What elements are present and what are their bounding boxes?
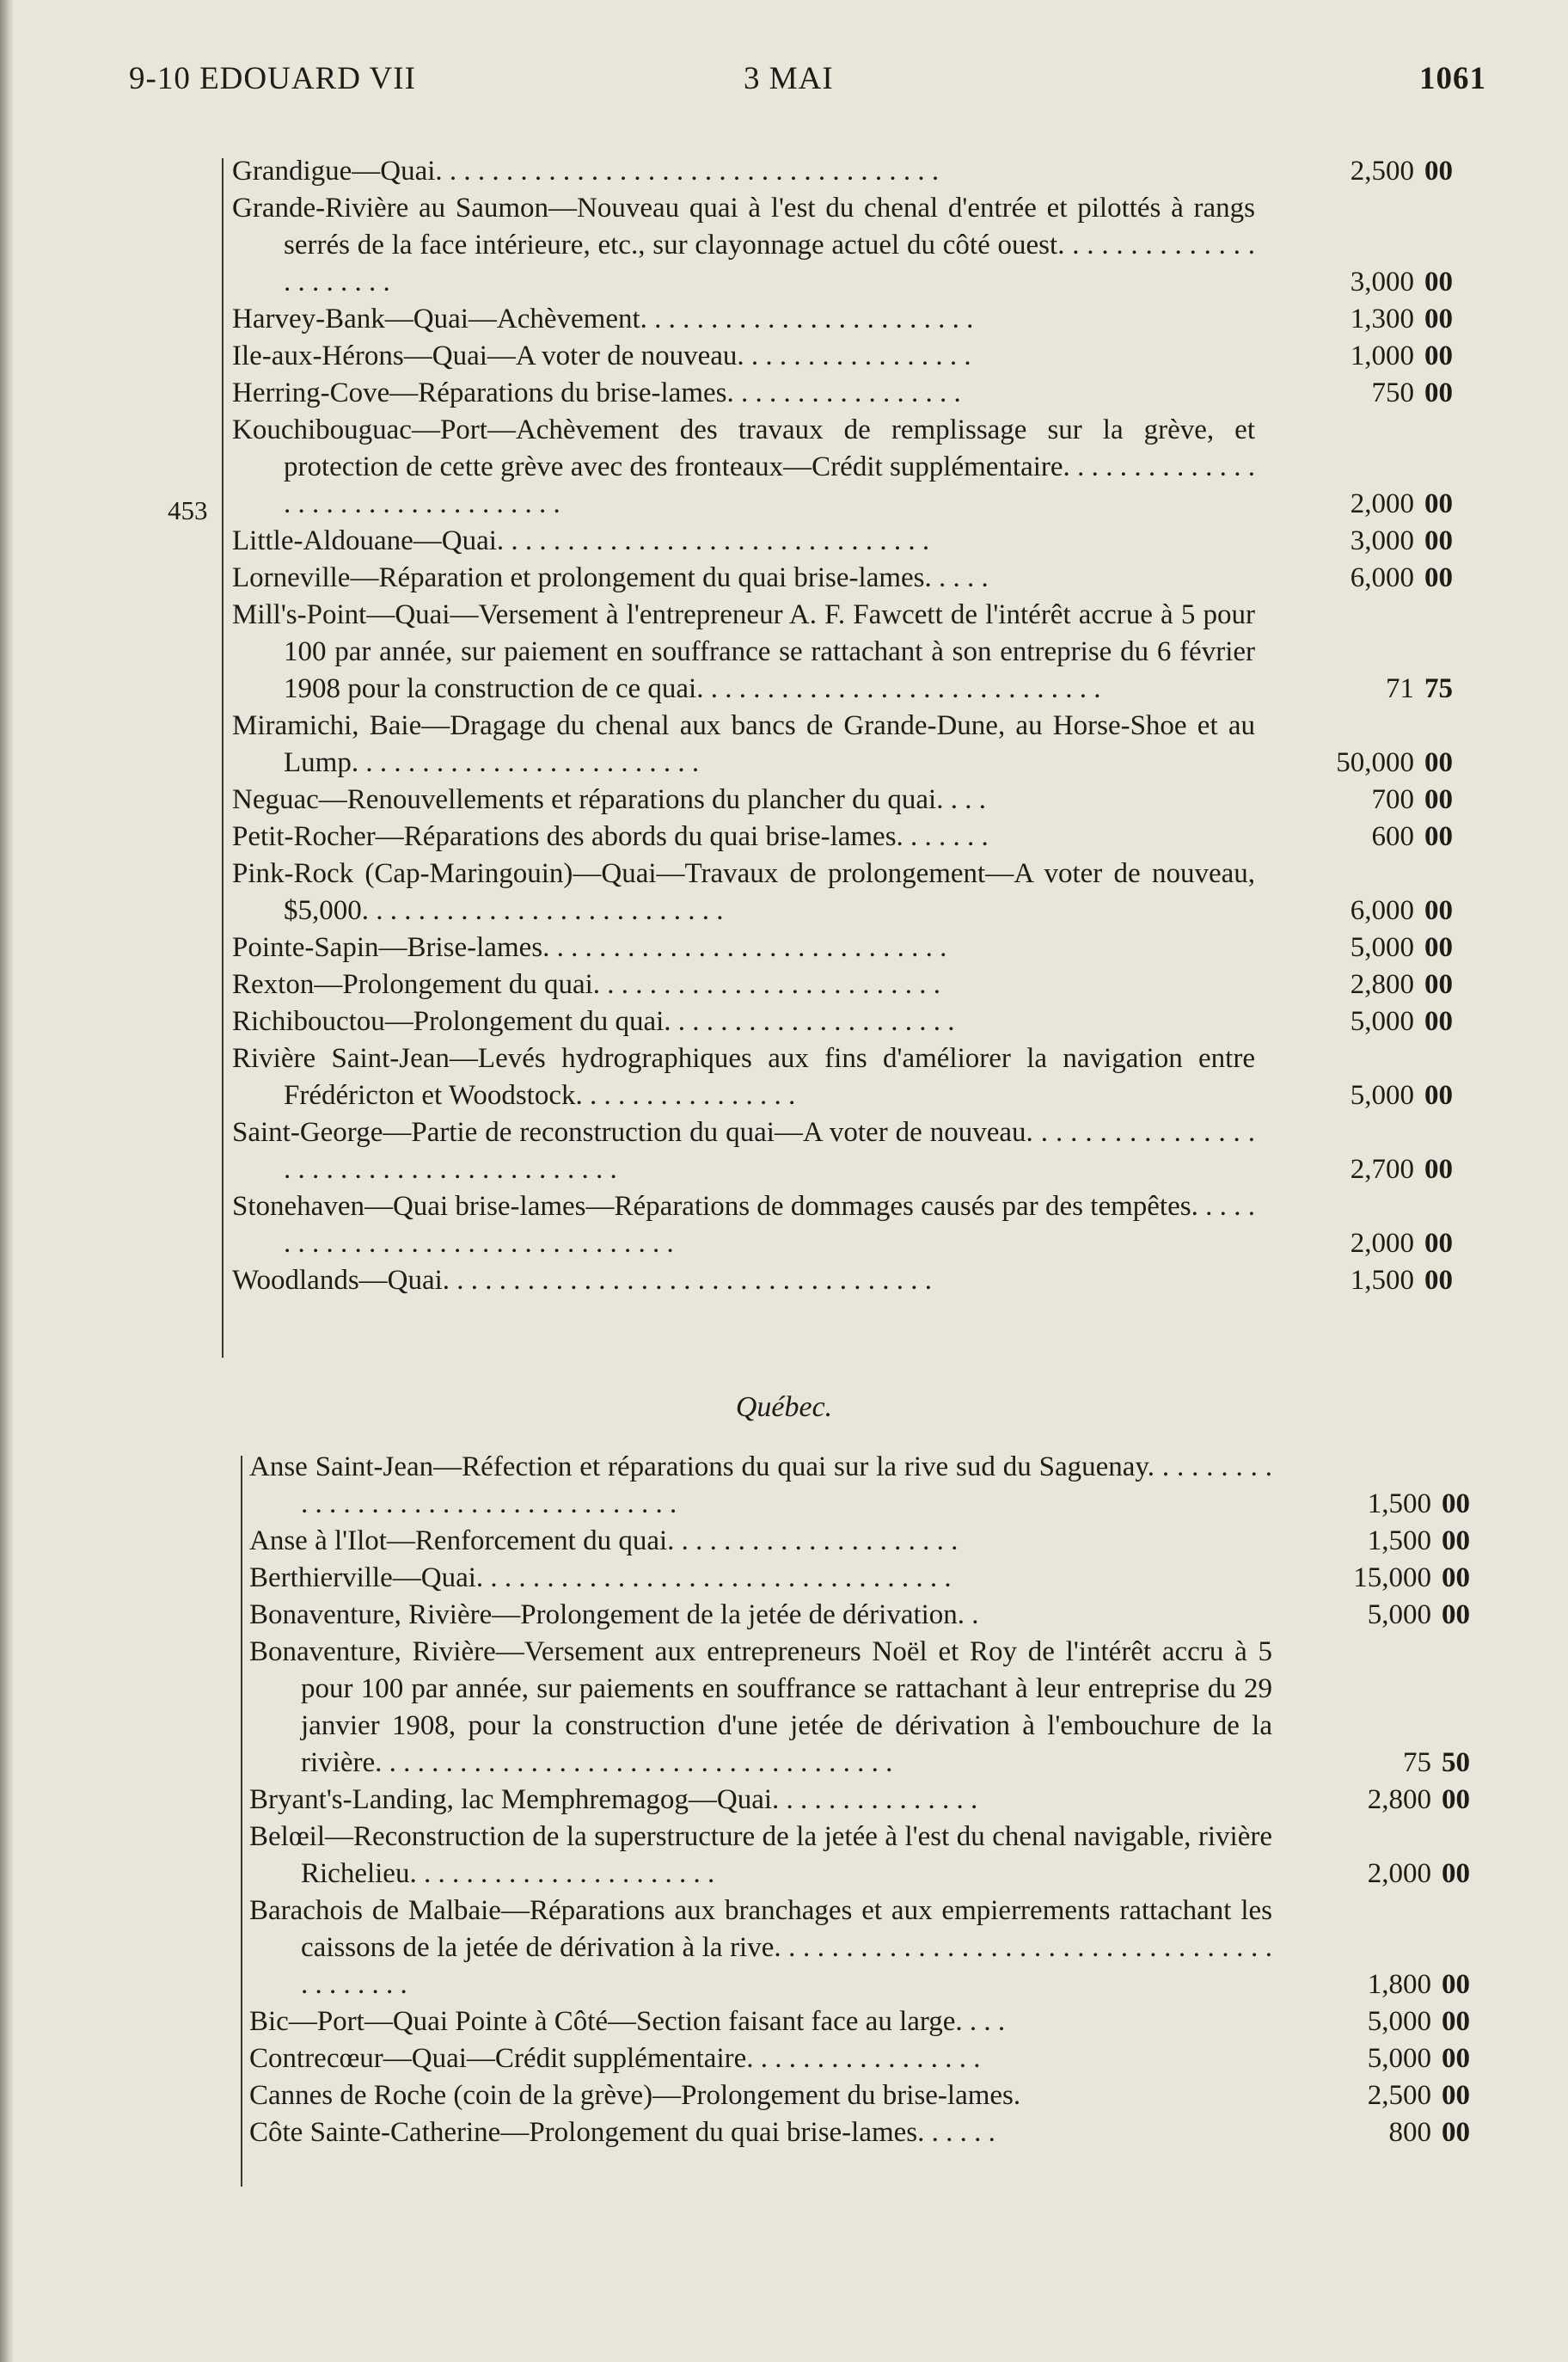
entry-amount: [1272, 1597, 1470, 1634]
entry-amount: [1272, 2003, 1470, 2040]
entry-amount: [1255, 782, 1453, 819]
entry-amount: [1255, 523, 1453, 560]
nb-estimates-section: [0, 153, 1568, 1299]
amount-dollars: 600: [1371, 821, 1414, 852]
entry-description: Petit-Rocher—Réparations des abords du quai brise-lames. . . . . . .: [232, 821, 989, 852]
entry-description: Ile-aux-Hérons—Quai—A voter de nouveau. . . . . . . . . . . . . . . . .: [232, 340, 971, 371]
estimate-entry: [232, 782, 1568, 819]
estimate-entry: [232, 338, 1568, 375]
amount-cents: 00: [1424, 895, 1453, 926]
amount-cents: 00: [1424, 784, 1453, 815]
estimate-entry: [232, 966, 1568, 1003]
amount-cents: 00: [1424, 1154, 1453, 1185]
amount-dollars: 71: [1386, 673, 1414, 704]
estimate-entry: [232, 301, 1568, 338]
amount-cents: 00: [1442, 2080, 1470, 2111]
entry-amount: [1255, 671, 1453, 708]
entry-description: Rexton—Prolongement du quai. . . . . . . . . . . . . . . . . . . . . . . . .: [232, 969, 941, 1000]
amount-cents: 00: [1442, 1784, 1470, 1815]
entry-description: Miramichi, Baie—Dragage du chenal aux bancs de Grande-Dune, au Horse-Shoe et au Lump. . . . . . . . . . . . . . . . . . . . . . . . .: [232, 710, 1255, 778]
amount-cents: 00: [1424, 156, 1453, 187]
amount-dollars: 15,000: [1353, 1562, 1431, 1593]
entry-amount: [1255, 1151, 1453, 1188]
entry-description: Richibouctou—Prolongement du quai. . . . . . . . . . . . . . . . . . . . .: [232, 1006, 955, 1037]
entry-description: Rivière Saint-Jean—Levés hydrographiques aux fins d'améliorer la navigation entre Frédéricton et Woodstock. . . . . . . . . . . . . . . .: [232, 1043, 1255, 1111]
amount-dollars: 1,500: [1367, 1488, 1431, 1519]
entry-amount: [1255, 1077, 1453, 1114]
page-header: [0, 60, 1568, 112]
amount-cents: 00: [1424, 377, 1453, 408]
entry-description: Anse à l'Ilot—Renforcement du quai. . . . . . . . . . . . . . . . . . . . .: [249, 1525, 959, 1556]
entry-description: Anse Saint-Jean—Réfection et réparations du quai sur la rive sud du Saguenay. . . . . . . . . . . . . . . . . . . . . . . . . . . . . . . . . . . .: [249, 1451, 1272, 1519]
entry-description: Côte Sainte-Catherine—Prolongement du quai brise-lames. . . . . .: [249, 2117, 995, 2148]
amount-cents: 00: [1424, 1228, 1453, 1259]
amount-cents: 00: [1424, 267, 1453, 298]
entry-description: Kouchibouguac—Port—Achèvement des travaux de remplissage sur la grève, et protection de cette grève avec des fronteaux—Crédit supplémentaire. . . . . . . . . . . . . . . . . . . . . . . . . . . . . . . . . .: [232, 414, 1255, 519]
estimate-entry: [232, 1188, 1568, 1262]
amount-cents: 00: [1424, 340, 1453, 371]
amount-dollars: 2,700: [1350, 1154, 1414, 1185]
quebec-estimates-section: [0, 1449, 1568, 2151]
amount-dollars: 700: [1371, 784, 1414, 815]
estimate-entry: [249, 2003, 1568, 2040]
amount-dollars: 3,000: [1350, 525, 1414, 556]
entry-description: Contrecœur—Quai—Crédit supplémentaire. . . . . . . . . . . . . . . . .: [249, 2043, 981, 2074]
entry-description: Neguac—Renouvellements et réparations du plancher du quai. . . .: [232, 784, 986, 815]
estimate-entry: [232, 523, 1568, 560]
entry-amount: [1272, 2077, 1470, 2114]
amount-dollars: 5,000: [1350, 932, 1414, 963]
entry-amount: [1255, 560, 1453, 597]
entry-description: Bonaventure, Rivière—Prolongement de la jetée de dérivation. .: [249, 1599, 979, 1630]
amount-dollars: 2,500: [1350, 156, 1414, 187]
estimate-entry: [232, 597, 1568, 708]
amount-dollars: 2,000: [1350, 1228, 1414, 1259]
entry-amount: [1272, 1856, 1470, 1893]
entry-description: Pointe-Sapin—Brise-lames. . . . . . . . . . . . . . . . . . . . . . . . . . . . .: [232, 932, 947, 963]
amount-cents: 00: [1424, 1080, 1453, 1111]
brace-line: [241, 1456, 242, 2187]
amount-cents: 00: [1442, 1969, 1470, 2000]
entry-amount: [1255, 893, 1453, 929]
estimate-entry: [232, 929, 1568, 966]
entry-amount: [1255, 1262, 1453, 1299]
amount-cents: 00: [1424, 1006, 1453, 1037]
estimate-entry: [249, 1523, 1568, 1560]
entry-amount: [1255, 966, 1453, 1003]
estimate-entry: [249, 2114, 1568, 2151]
nb-entries-list: [232, 153, 1568, 1299]
estimate-entry: [232, 708, 1568, 782]
entry-amount: [1272, 1523, 1470, 1560]
amount-cents: 00: [1442, 1525, 1470, 1556]
amount-cents: 50: [1442, 1747, 1470, 1778]
entry-description: Lorneville—Réparation et prolongement du quai brise-lames. . . . .: [232, 562, 989, 593]
estimate-entry: [249, 1634, 1568, 1782]
entry-amount: [1255, 819, 1453, 856]
amount-dollars: 5,000: [1367, 2006, 1431, 2037]
entry-amount: [1255, 153, 1453, 190]
section-title-quebec: Québec.: [735, 1391, 833, 1423]
page-number: 1061: [1419, 61, 1486, 96]
amount-cents: 00: [1442, 2043, 1470, 2074]
amount-dollars: 1,500: [1350, 1265, 1414, 1296]
amount-dollars: 50,000: [1336, 747, 1414, 778]
estimate-entry: [249, 1449, 1568, 1523]
amount-dollars: 6,000: [1350, 562, 1414, 593]
amount-dollars: 800: [1388, 2117, 1431, 2148]
amount-cents: 00: [1424, 821, 1453, 852]
entry-amount: [1255, 486, 1453, 523]
quebec-entries-list: [249, 1449, 1568, 2151]
entry-description: Grandigue—Quai. . . . . . . . . . . . . . . . . . . . . . . . . . . . . . . . . . . .: [232, 156, 940, 187]
entry-description: Pink-Rock (Cap-Maringouin)—Quai—Travaux de prolongement—A voter de nouveau, $5,000. . . . . . . . . . . . . . . . . . . . . . . . . .: [232, 858, 1255, 926]
entry-amount: [1272, 1560, 1470, 1597]
entry-description: Bic—Port—Quai Pointe à Côté—Section faisant face au large. . . .: [249, 2006, 1006, 2037]
entry-amount: [1255, 264, 1453, 301]
entry-description: Stonehaven—Quai brise-lames—Réparations de dommages causés par des tempêtes. . . . . . . . . . . . . . . . . . . . . . . . . . . . . . . . .: [232, 1191, 1255, 1259]
estimate-entry: [249, 1597, 1568, 1634]
entry-amount: [1255, 745, 1453, 782]
entry-description: Herring-Cove—Réparations du brise-lames. . . . . . . . . . . . . . . . .: [232, 377, 961, 408]
amount-dollars: 75: [1403, 1747, 1431, 1778]
entry-description: Harvey-Bank—Quai—Achèvement. . . . . . . . . . . . . . . . . . . . . . . .: [232, 304, 974, 334]
amount-dollars: 5,000: [1350, 1006, 1414, 1037]
amount-dollars: 1,300: [1350, 304, 1414, 334]
estimate-entry: [249, 1782, 1568, 1819]
amount-cents: 75: [1424, 673, 1453, 704]
estimate-entry: [232, 375, 1568, 412]
estimate-entry: [249, 2077, 1568, 2114]
entry-description: Bryant's-Landing, lac Memphremagog—Quai. . . . . . . . . . . . . . .: [249, 1784, 978, 1815]
amount-cents: 00: [1424, 969, 1453, 1000]
amount-cents: 00: [1424, 747, 1453, 778]
amount-cents: 00: [1442, 1599, 1470, 1630]
amount-cents: 00: [1424, 488, 1453, 519]
entry-description: Saint-George—Partie de reconstruction du quai—A voter de nouveau. . . . . . . . . . . . . . . . . . . . . . . . . . . . . . . . . . . . . . . .: [232, 1117, 1255, 1185]
estimate-entry: [232, 1040, 1568, 1114]
amount-dollars: 2,500: [1367, 2080, 1431, 2111]
entry-amount: [1272, 1745, 1470, 1782]
entry-description: Barachois de Malbaie—Réparations aux branchages et aux empierrements rattachant les caissons de la jetée de dérivation à la rive. . . . . . . . . . . . . . . . . . . . . . . . . . . . . . . . . . . . . . . . . . .: [249, 1895, 1272, 2000]
amount-cents: 00: [1424, 304, 1453, 334]
entry-amount: [1272, 1966, 1470, 2003]
estimate-entry: [232, 560, 1568, 597]
amount-cents: 00: [1442, 2117, 1470, 2148]
entry-description: Cannes de Roche (coin de la grève)—Prolongement du brise-lames.: [249, 2080, 1021, 2111]
amount-dollars: 1,800: [1367, 1969, 1431, 2000]
estimate-entry: [232, 819, 1568, 856]
entry-amount: [1255, 929, 1453, 966]
amount-dollars: 3,000: [1350, 267, 1414, 298]
amount-cents: 00: [1442, 1562, 1470, 1593]
estimate-entry: [232, 190, 1568, 301]
amount-cents: 00: [1424, 932, 1453, 963]
amount-dollars: 2,800: [1367, 1784, 1431, 1815]
amount-cents: 00: [1442, 1488, 1470, 1519]
entry-amount: [1272, 1782, 1470, 1819]
amount-dollars: 5,000: [1350, 1080, 1414, 1111]
marginal-vote-number: 453: [168, 495, 208, 525]
amount-dollars: 2,000: [1367, 1858, 1431, 1889]
entry-amount: [1255, 1003, 1453, 1040]
amount-dollars: 5,000: [1367, 2043, 1431, 2074]
amount-dollars: 6,000: [1350, 895, 1414, 926]
amount-cents: 00: [1424, 562, 1453, 593]
amount-dollars: 2,800: [1350, 969, 1414, 1000]
entry-amount: [1255, 1225, 1453, 1262]
entry-amount: [1255, 375, 1453, 412]
entry-amount: [1272, 1486, 1470, 1523]
entry-amount: [1272, 2114, 1470, 2151]
estimate-entry: [232, 856, 1568, 929]
estimate-entry: [232, 153, 1568, 190]
estimate-entry: [232, 412, 1568, 523]
entry-description: Little-Aldouane—Quai. . . . . . . . . . . . . . . . . . . . . . . . . . . . . . .: [232, 525, 930, 556]
brace-line: [222, 158, 224, 1358]
entry-description: Bonaventure, Rivière—Versement aux entrepreneurs Noël et Roy de l'intérêt accru à 5 pour 100 par année, sur paiements en souffrance se rattachant à leur entreprise du 29 janvier 1908, pour la construction d'une jetée de dérivation à l'embouchure de la rivière. . . . . . . . . . . . . . . . . . . . . . . . . . . . . . . . . . . . .: [249, 1636, 1272, 1778]
estimate-entry: [249, 2040, 1568, 2077]
entry-amount: [1272, 2040, 1470, 2077]
amount-dollars: 5,000: [1367, 1599, 1431, 1630]
estimate-entry: [232, 1114, 1568, 1188]
amount-dollars: 2,000: [1350, 488, 1414, 519]
estimate-entry: [232, 1003, 1568, 1040]
entry-amount: [1255, 338, 1453, 375]
entry-amount: [1255, 301, 1453, 338]
amount-cents: 00: [1442, 1858, 1470, 1889]
entry-description: Grande-Rivière au Saumon—Nouveau quai à l'est du chenal d'entrée et pilottés à rangs serrés de la face intérieure, etc., sur clayonnage actuel du côté ouest. . . . . . . . . . . . . . . . . . . . . .: [232, 193, 1255, 298]
amount-dollars: 750: [1371, 377, 1414, 408]
estimate-entry: [249, 1560, 1568, 1597]
entry-description: Berthierville—Quai. . . . . . . . . . . . . . . . . . . . . . . . . . . . . . . . . .: [249, 1562, 952, 1593]
estimate-entry: [249, 1819, 1568, 1893]
amount-cents: 00: [1442, 2006, 1470, 2037]
entry-description: Mill's-Point—Quai—Versement à l'entrepreneur A. F. Fawcett de l'intérêt accrue à 5 pour 100 par année, sur paiement en souffrance se rattachant à son entreprise du 6 février 1908 pour la construction de ce quai. . . . . . . . . . . . . . . . . . . . . . . . . . . . .: [232, 599, 1255, 704]
entry-description: Woodlands—Quai. . . . . . . . . . . . . . . . . . . . . . . . . . . . . . . . . . .: [232, 1265, 933, 1296]
amount-cents: 00: [1424, 525, 1453, 556]
amount-dollars: 1,500: [1367, 1525, 1431, 1556]
header-date: 3 MAI: [744, 61, 834, 96]
estimate-entry: [232, 1262, 1568, 1299]
header-session: 9-10 EDOUARD VII: [129, 61, 416, 96]
amount-cents: 00: [1424, 1265, 1453, 1296]
amount-dollars: 1,000: [1350, 340, 1414, 371]
entry-description: Belœil—Reconstruction de la superstructure de la jetée à l'est du chenal navigable, rivière Richelieu. . . . . . . . . . . . . . . . . . . . . .: [249, 1821, 1272, 1889]
estimate-entry: [249, 1893, 1568, 2003]
